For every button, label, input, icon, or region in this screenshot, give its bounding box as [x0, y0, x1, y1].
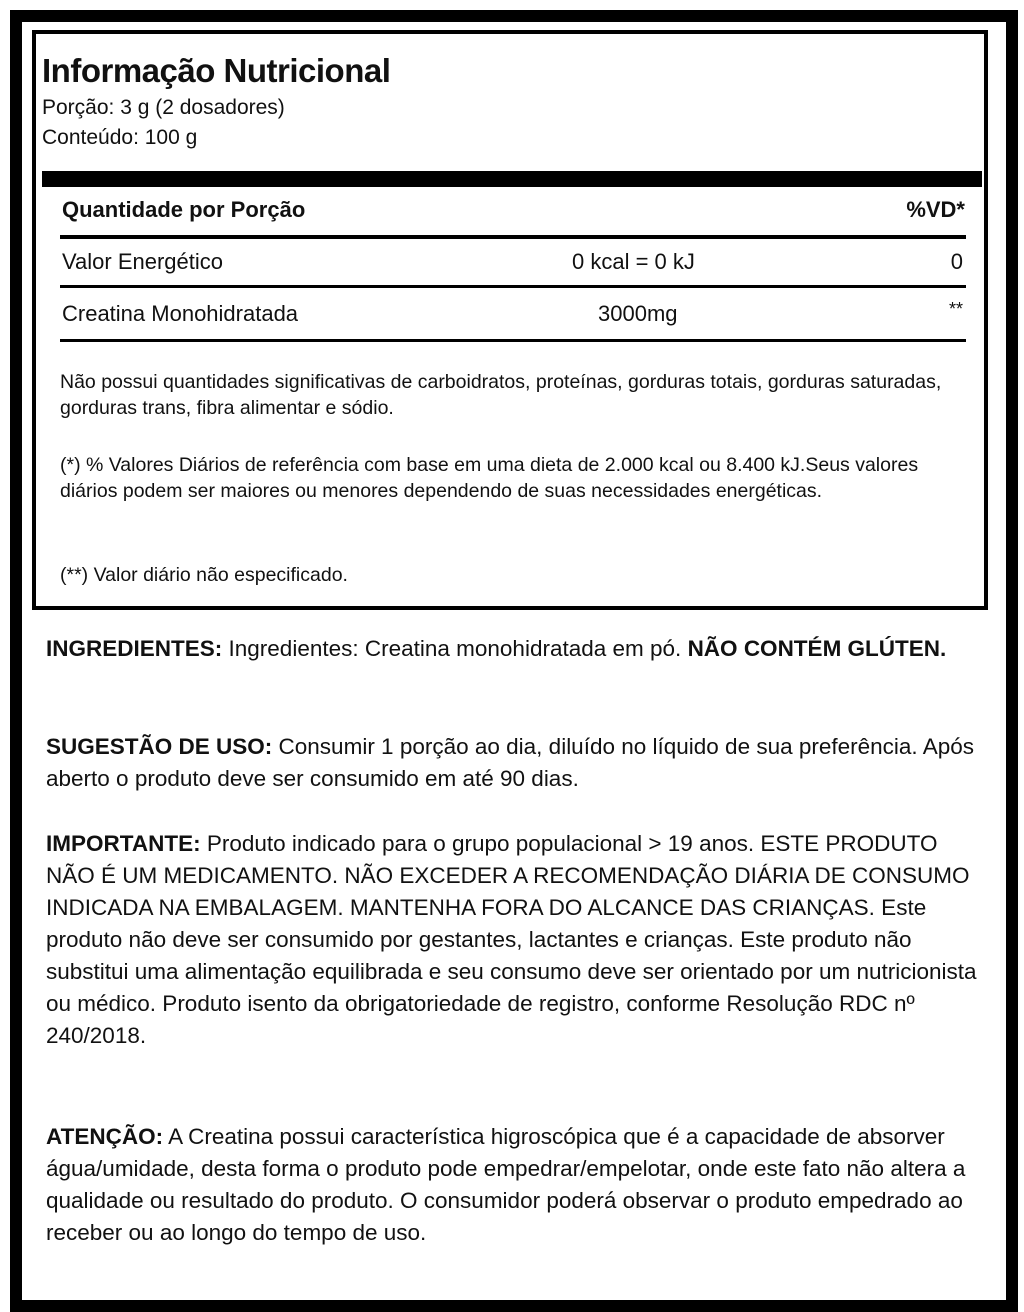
vd-header: %VD* — [906, 197, 965, 222]
note-insignificant: Não possui quantidades significativas de carboidratos, proteínas, gorduras totais, gorduras saturadas, gorduras trans, fibra alimentar e sódio. — [60, 371, 942, 419]
important-text: Produto indicado para o grupo populacional > 19 anos. ESTE PRODUTO NÃO É UM MEDICAMENTO. NÃO EXCEDER A RECOMENDAÇÃO DIÁRIA DE CONSUMO INDICADA NA EMBALAGEM. MANTENHA FORA DO ALCANCE DAS CRIANÇAS. Este produto não deve ser consumido por gestantes, lactantes e crianças. Este produto não substitui uma alimentação equilibrada e seu consumo deve ser orientado por um nutricionista ou médico. Produto isento da obrigatoriedade de registro, conforme Resolução RDC nº 240/2018. — [46, 831, 977, 1048]
usage-label: SUGESTÃO DE USO: — [46, 734, 273, 759]
ingredients-text: Ingredientes: Creatina monohidratada em pó. — [222, 636, 688, 661]
important-label: IMPORTANTE: — [46, 831, 201, 856]
quantity-header: Quantidade por Porção — [62, 197, 306, 222]
table-divider — [60, 235, 966, 239]
nutrition-title: Informação Nutricional — [42, 52, 391, 89]
important-section — [46, 828, 986, 1052]
table-divider — [60, 339, 966, 342]
row-energy-name: Valor Energético — [62, 249, 224, 274]
attention-label: ATENÇÃO: — [46, 1124, 164, 1149]
row-creatine-vd: ** — [948, 299, 963, 319]
attention-section — [46, 1121, 986, 1249]
serving-size: Porção: 3 g (2 dosadores) — [42, 96, 285, 119]
gluten-warning: NÃO CONTÉM GLÚTEN. — [687, 636, 947, 661]
table-divider — [60, 285, 966, 288]
ingredients-section — [46, 633, 986, 665]
ingredients-label: INGREDIENTES: — [46, 636, 223, 661]
row-energy-amount: 0 kcal = 0 kJ — [572, 249, 695, 274]
note-daily-values: (*) % Valores Diários de referência com base em uma dieta de 2.000 kcal ou 8.400 kJ.Seus valores diários podem ser maiores ou menores dependendo de suas necessidades energéticas. — [60, 454, 919, 502]
usage-text: Consumir 1 porção ao dia, diluído no líquido de sua preferência. Após aberto o produto deve ser consumido em até 90 dias. — [46, 734, 974, 791]
row-energy-vd: 0 — [950, 249, 963, 274]
thick-divider — [42, 171, 982, 187]
package-content: Conteúdo: 100 g — [42, 126, 198, 149]
usage-section — [46, 731, 986, 795]
row-creatine-amount: 3000mg — [598, 301, 678, 326]
attention-text: A Creatina possui característica higroscópica que é a capacidade de absorver água/umidade, desta forma o produto pode empedrar/empelotar, onde este fato não altera a qualidade ou resultado do produto. O consumidor poderá observar o produto empedrado ao receber ou ao longo do tempo de uso. — [46, 1124, 966, 1245]
note-not-specified: (**) Valor diário não especificado. — [60, 564, 348, 586]
row-creatine-name: Creatina Monohidratada — [62, 301, 299, 326]
